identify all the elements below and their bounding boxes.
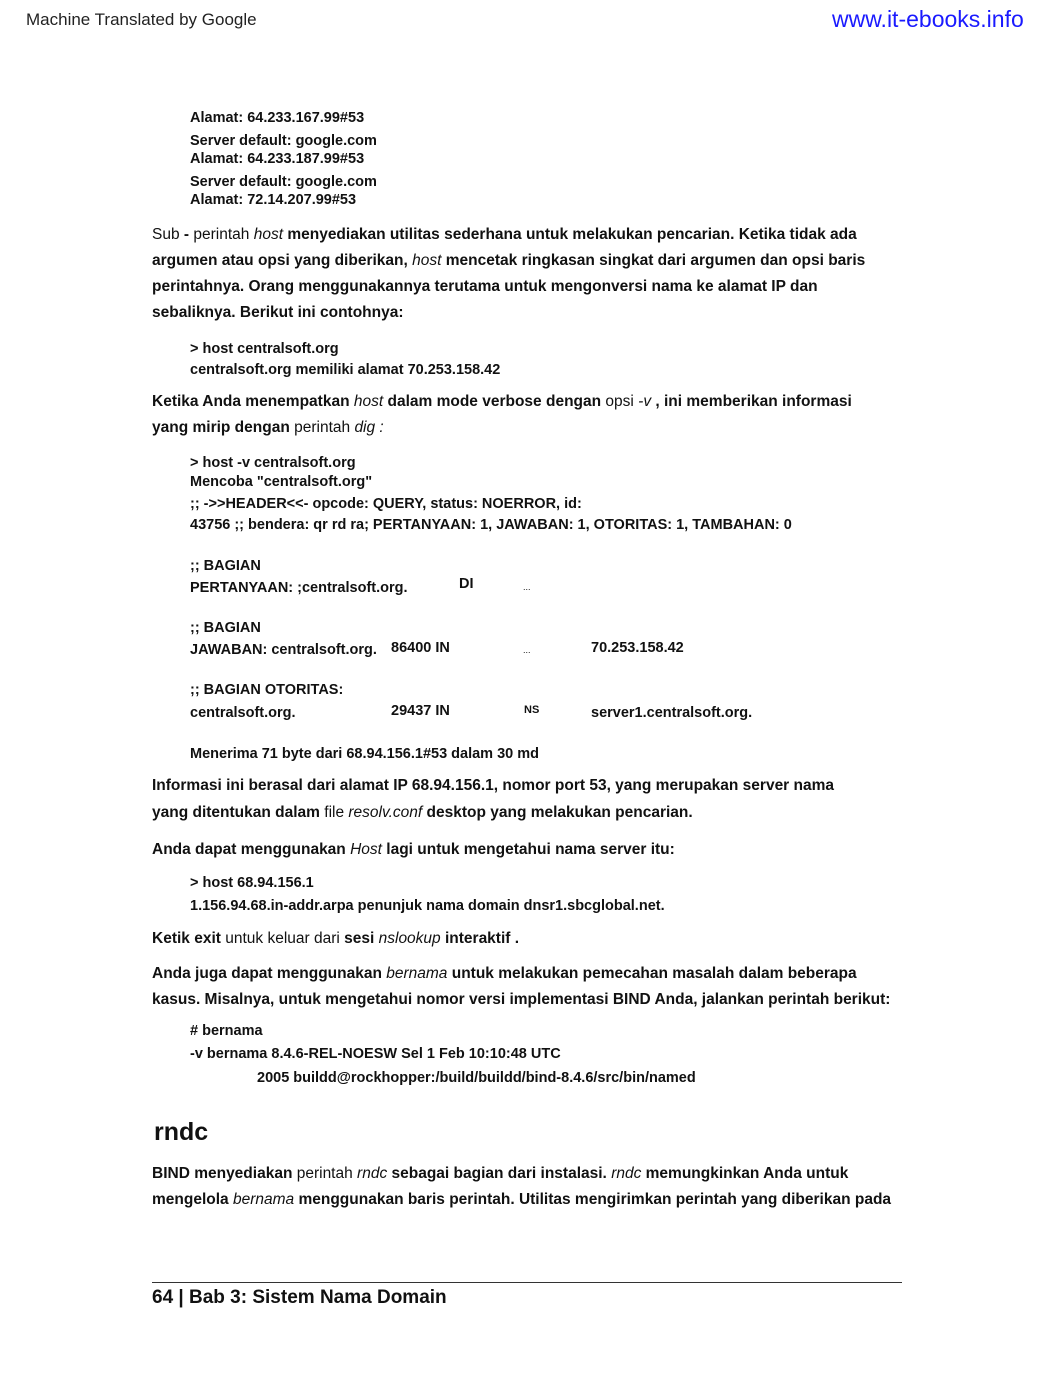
code-line: centralsoft.org memiliki alamat 70.253.158.42 — [190, 362, 501, 378]
paragraph-line: Ketik exit untuk keluar dari sesi nslookup interaktif . — [152, 930, 520, 947]
code-line: ;; BAGIAN — [190, 558, 261, 574]
ellipsis: ... — [523, 582, 531, 592]
machine-translated-label: Machine Translated by Google — [26, 10, 257, 29]
code-line: Menerima 71 byte dari 68.94.156.1#53 dalam 30 md — [190, 746, 540, 762]
paragraph-line: Anda dapat menggunakan Host lagi untuk mengetahui nama server itu: — [152, 841, 675, 858]
paragraph-line: kasus. Misalnya, untuk mengetahui nomor versi implementasi BIND Anda, jalankan perintah berikut: — [152, 991, 891, 1008]
code-line: Alamat: 64.233.167.99#53 — [190, 110, 365, 126]
code-line: ;; BAGIAN OTORITAS: — [190, 682, 344, 698]
section-heading: rndc — [154, 1118, 209, 1146]
code-line: 1.156.94.68.in-addr.arpa penunjuk nama domain dnsr1.sbcglobal.net. — [190, 898, 665, 914]
paragraph-line: Anda juga dapat menggunakan bernama untuk melakukan pemecahan masalah dalam beberapa — [152, 965, 857, 982]
code-line: ;; ->>HEADER<<- opcode: QUERY, status: NOERROR, id: — [190, 496, 582, 512]
paragraph-line: Ketika Anda menempatkan host dalam mode verbose dengan opsi -v , ini memberikan informasi — [152, 393, 852, 410]
paragraph-line: Sub - perintah host menyediakan utilitas sederhana untuk melakukan pencarian. Ketika tidak ada — [152, 226, 857, 243]
paragraph-line: mengelola bernama menggunakan baris perintah. Utilitas mengirimkan perintah yang diberikan pada — [152, 1191, 892, 1208]
code-line: Alamat: 72.14.207.99#53 — [190, 192, 357, 208]
paragraph-line: yang ditentukan dalam file resolv.conf desktop yang melakukan pencarian. — [152, 804, 693, 821]
page-footer: 64 | Bab 3: Sistem Nama Domain — [152, 1287, 447, 1308]
ellipsis: ... — [523, 645, 531, 655]
code-line: > host centralsoft.org — [190, 341, 339, 357]
paragraph-line: Informasi ini berasal dari alamat IP 68.94.156.1, nomor port 53, yang merupakan server nama — [152, 777, 835, 794]
code-line: ;; BAGIAN — [190, 620, 261, 636]
record-class: DI — [459, 576, 474, 592]
footer-divider — [152, 1282, 902, 1283]
record-value: 70.253.158.42 — [591, 640, 684, 656]
code-line: 43756 ;; bendera: qr rd ra; PERTANYAAN: 1, JAWABAN: 1, OTORITAS: 1, TAMBAHAN: 0 — [190, 517, 792, 533]
record-value: server1.centralsoft.org. — [591, 705, 753, 721]
code-line: Server default: google.com — [190, 133, 377, 149]
code-line: Mencoba "centralsoft.org" — [190, 474, 373, 490]
paragraph-line: sebaliknya. Berikut ini contohnya: — [152, 304, 404, 321]
paragraph-line: BIND menyediakan perintah rndc sebagai bagian dari instalasi. rndc memungkinkan Anda untuk — [152, 1165, 849, 1182]
record-ttl: 86400 IN — [391, 640, 450, 656]
record-type: NS — [524, 704, 540, 716]
code-line: Server default: google.com — [190, 174, 377, 190]
record-ttl: 29437 IN — [391, 703, 450, 719]
code-line: PERTANYAAN: ;centralsoft.org. — [190, 580, 408, 596]
code-line: Alamat: 64.233.187.99#53 — [190, 151, 365, 167]
code-line: -v bernama 8.4.6-REL-NOESW Sel 1 Feb 10:10:48 UTC — [190, 1046, 561, 1062]
code-line: > host 68.94.156.1 — [190, 875, 314, 891]
code-line: JAWABAN: centralsoft.org. — [190, 642, 377, 658]
paragraph-line: yang mirip dengan perintah dig : — [152, 419, 384, 436]
code-line: centralsoft.org. — [190, 705, 296, 721]
code-line: 2005 buildd@rockhopper:/build/buildd/bind-8.4.6/src/bin/named — [257, 1070, 696, 1086]
paragraph-line: argumen atau opsi yang diberikan, host mencetak ringkasan singkat dari argumen dan opsi baris — [152, 252, 866, 269]
paragraph-line: perintahnya. Orang menggunakannya terutama untuk mengonversi nama ke alamat IP dan — [152, 278, 818, 295]
code-line: > host -v centralsoft.org — [190, 455, 356, 471]
site-link[interactable]: www.it-ebooks.info — [832, 6, 1024, 32]
code-line: # bernama — [190, 1023, 263, 1039]
